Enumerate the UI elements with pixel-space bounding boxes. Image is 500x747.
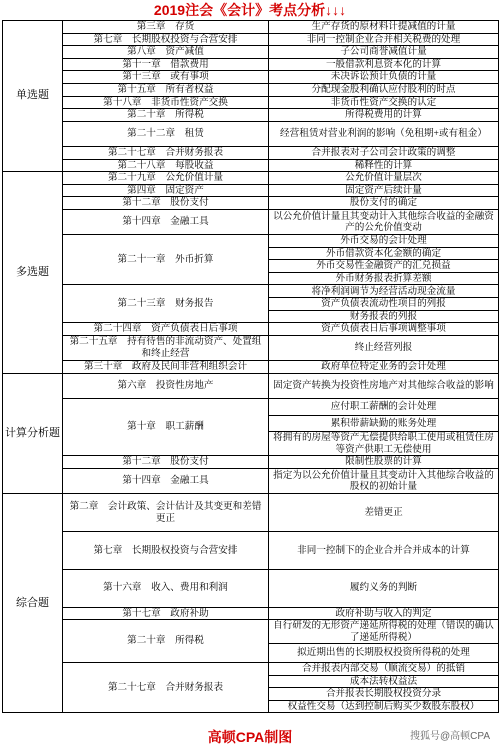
topic-cell: 未决诉讼预计负债的计量	[269, 71, 499, 84]
topic-cell: 非货币性资产交换的认定	[269, 96, 499, 109]
topic-cell: 经营租赁对营业利润的影响（免租期+或有租金）	[269, 121, 499, 146]
chapter-cell: 第二十章 所得税	[63, 109, 269, 122]
topic-cell: 政府补助与收入的判定	[269, 607, 499, 620]
chapter-cell: 第二章 会计政策、会计估计及其变更和差错更正	[63, 494, 269, 532]
chapter-cell: 第三章 存货	[63, 21, 269, 34]
topic-cell: 差错更正	[269, 494, 499, 532]
table-row	[3, 361, 499, 374]
topic-cell: 合并报表内部交易（顺流交易）的抵销	[269, 663, 499, 676]
chapter-cell: 第十一章 借款费用	[63, 58, 269, 71]
table-row	[3, 21, 499, 34]
chapter-cell: 第四章 固定资产	[63, 184, 269, 197]
table-row	[3, 109, 499, 122]
table-row	[3, 469, 499, 494]
topic-cell: 政府单位特定业务的会计处理	[269, 361, 499, 374]
table-row	[3, 285, 499, 298]
topic-cell: 公允价值计量层次	[269, 172, 499, 185]
topic-cell: 将净利润调节为经营活动现金流量	[269, 285, 499, 298]
table-row	[3, 197, 499, 210]
table-row	[3, 46, 499, 59]
chapter-cell: 第二十七章 合并财务报表	[63, 663, 269, 713]
category-cell: 综合题	[3, 494, 63, 713]
table-row	[3, 209, 499, 234]
topic-cell: 累积带薪缺勤的账务处理	[269, 415, 499, 432]
table-row	[3, 33, 499, 46]
chapter-cell: 第十六章 收入、费用和利润	[63, 569, 269, 607]
topic-cell: 外币财务报表折算差额	[269, 272, 499, 285]
chapter-cell: 第十二章 股份支付	[63, 456, 269, 469]
table-row	[3, 71, 499, 84]
topic-cell: 非同一控制企业合并相关税费的处理	[269, 33, 499, 46]
table-row	[3, 607, 499, 620]
topic-cell: 限制性股票的计算	[269, 456, 499, 469]
chapter-cell: 第十二章 股份支付	[63, 197, 269, 210]
table-row	[3, 159, 499, 172]
topic-cell: 履约义务的判断	[269, 569, 499, 607]
chapter-cell: 第七章 长期股权投资与合营安排	[63, 531, 269, 569]
topic-cell: 拟近期出售的长期股权投资所得税的处理	[269, 644, 499, 663]
topic-cell: 子公司商誉减值计量	[269, 46, 499, 59]
chapter-cell: 第十三章 或有事项	[63, 71, 269, 84]
topic-cell: 生产存货的原材料计提减值的计量	[269, 21, 499, 34]
topic-cell: 成本法转权益法	[269, 675, 499, 688]
chapter-cell: 第二十三章 财务报告	[63, 285, 269, 323]
chapter-cell: 第十章 职工薪酬	[63, 398, 269, 456]
table-row	[3, 146, 499, 159]
topic-cell: 合并报表对子公司会计政策的调整	[269, 146, 499, 159]
chapter-cell: 第十四章 金融工具	[63, 469, 269, 494]
topic-cell: 资产负债表流动性项目的列报	[269, 298, 499, 311]
table-row	[3, 398, 499, 415]
topic-cell: 外币交易性金融资产的汇兑损益	[269, 260, 499, 273]
topic-cell: 非同一控制下的企业合并合并成本的计算	[269, 531, 499, 569]
chapter-cell: 第十八章 非货币性资产交换	[63, 96, 269, 109]
topic-cell: 权益性交易（达到控制后购买少数股东股权）	[269, 700, 499, 713]
chapter-cell: 第二十九章 公允价值计量	[63, 172, 269, 185]
topic-cell: 分配现金股利确认应付股利的时点	[269, 83, 499, 96]
watermark: 搜狐号@高顿CPA	[410, 731, 490, 742]
category-cell: 单选题	[3, 21, 63, 172]
topic-cell: 一般借款利息资本化的计算	[269, 58, 499, 71]
topic-cell: 自行研发的无形资产递延所得税的处理（错误的确认了递延所得税）	[269, 620, 499, 644]
chapter-cell: 第八章 资产减值	[63, 46, 269, 59]
topic-cell: 以公允价值计量且其变动计入其他综合收益的金融资产的公允价值变动	[269, 209, 499, 234]
category-cell: 多选题	[3, 172, 63, 374]
chapter-cell: 第二十二章 租赁	[63, 121, 269, 146]
page-title: 2019注会《会计》考点分析↓↓↓	[153, 2, 347, 18]
table-row	[3, 323, 499, 336]
category-cell: 计算分析题	[3, 373, 63, 494]
chapter-cell: 第二十七章 合并财务报表	[63, 146, 269, 159]
topic-cell: 外币借款资本化金额的确定	[269, 247, 499, 260]
exam-analysis-table	[2, 20, 499, 713]
table-row	[3, 569, 499, 607]
topic-cell: 所得税费用的计算	[269, 109, 499, 122]
topic-cell: 股份支付的确定	[269, 197, 499, 210]
chapter-cell: 第二十八章 每股收益	[63, 159, 269, 172]
chapter-cell: 第二十一章 外币折算	[63, 235, 269, 285]
table-row	[3, 121, 499, 146]
chapter-cell: 第十七章 政府补助	[63, 607, 269, 620]
topic-cell: 外币交易的会计处理	[269, 235, 499, 248]
topic-cell: 固定资产转换为投资性房地产对其他综合收益的影响	[269, 373, 499, 398]
table-row	[3, 172, 499, 185]
topic-cell: 财务报表的列报	[269, 310, 499, 323]
table-row	[3, 620, 499, 644]
table-row	[3, 456, 499, 469]
table-row	[3, 373, 499, 398]
topic-cell: 合并报表长期股权投资分录	[269, 688, 499, 701]
chapter-cell: 第二十章 所得税	[63, 620, 269, 663]
topic-cell: 将拥有的房屋等资产无偿提供给职工使用或租赁住房等资产供职工无偿使用	[269, 432, 499, 456]
chapter-cell: 第十四章 金融工具	[63, 209, 269, 234]
topic-cell: 固定资产后续计量	[269, 184, 499, 197]
chapter-cell: 第七章 长期股权投资与合营安排	[63, 33, 269, 46]
topic-cell: 稀释性的计算	[269, 159, 499, 172]
table-row	[3, 335, 499, 360]
topic-cell: 应付职工薪酬的会计处理	[269, 398, 499, 415]
table-row	[3, 494, 499, 532]
topic-cell: 终止经营列报	[269, 335, 499, 360]
chapter-cell: 第二十四章 资产负债表日后事项	[63, 323, 269, 336]
table-row	[3, 663, 499, 676]
chapter-cell: 第三十章 政府及民间非营利组织会计	[63, 361, 269, 374]
topic-cell: 资产负债表日后事项调整事项	[269, 323, 499, 336]
chapter-cell: 第六章 投资性房地产	[63, 373, 269, 398]
table-row	[3, 184, 499, 197]
topic-cell: 指定为以公允价值计量且其变动计入其他综合收益的股权的初始计量	[269, 469, 499, 494]
table-row	[3, 83, 499, 96]
table-row	[3, 235, 499, 248]
table-row	[3, 531, 499, 569]
chapter-cell: 第十五章 所有者权益	[63, 83, 269, 96]
chapter-cell: 第二十五章 持有待售的非流动资产、处置组和终止经营	[63, 335, 269, 360]
footer-credit: 高顿CPA制图	[207, 729, 293, 745]
table-row	[3, 58, 499, 71]
table-row	[3, 96, 499, 109]
